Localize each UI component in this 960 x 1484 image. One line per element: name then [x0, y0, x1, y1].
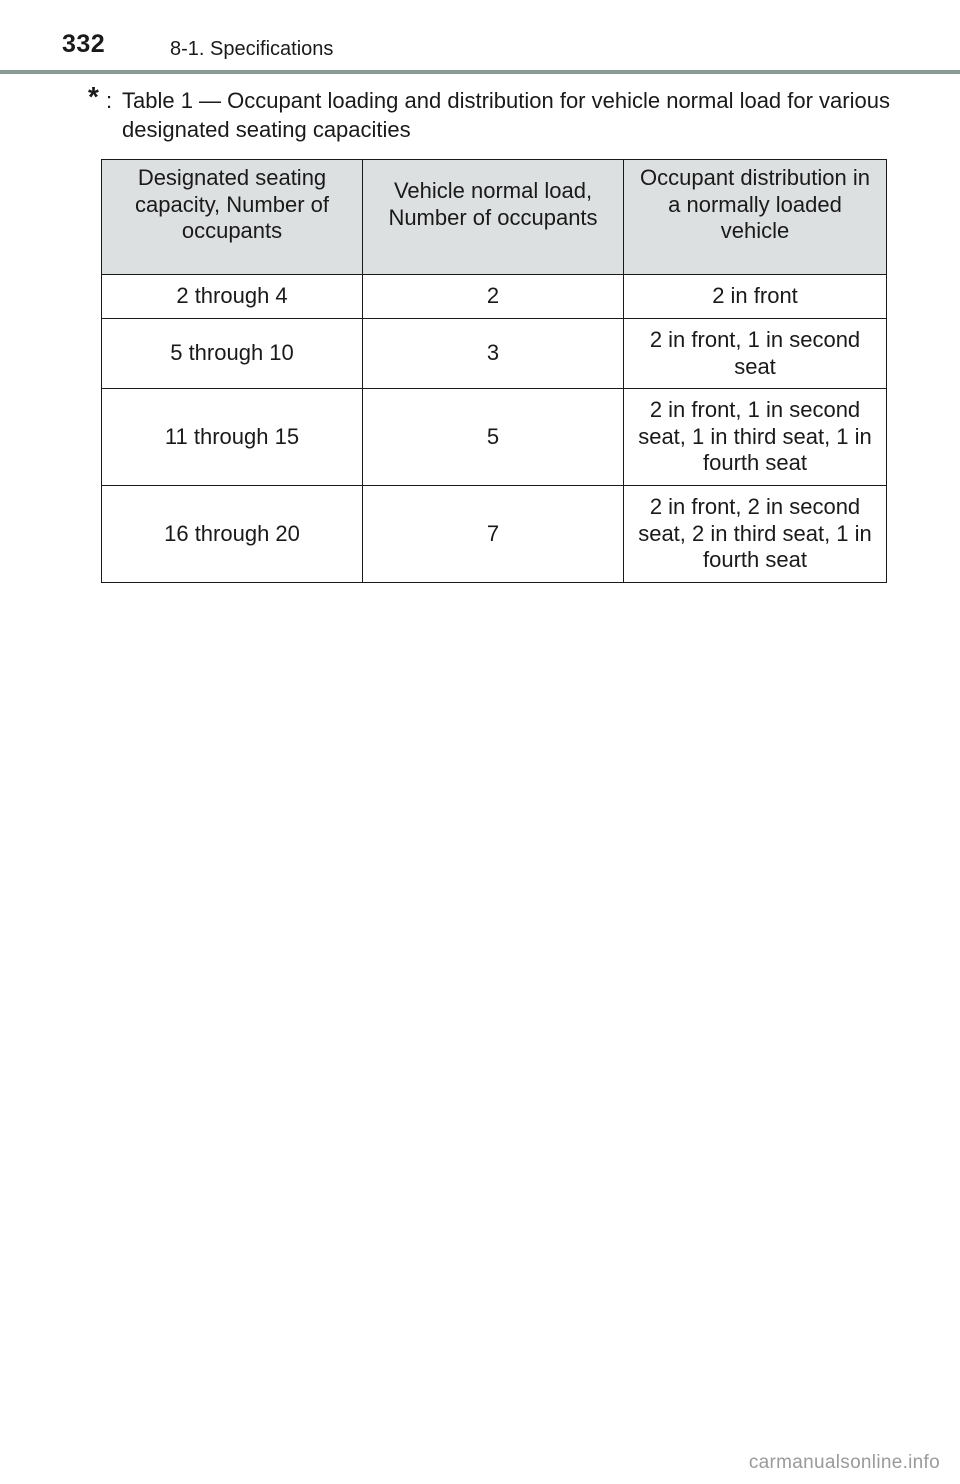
cell-normal-load: 3: [363, 319, 624, 389]
cell-normal-load: 5: [363, 389, 624, 486]
cell-seating-capacity: 11 through 15: [102, 389, 363, 486]
footnote-colon: :: [106, 88, 113, 113]
cell-normal-load: 7: [363, 486, 624, 583]
table-row: [102, 319, 887, 389]
table-footnote: [88, 81, 898, 144]
footnote-text: Table 1 — Occupant loading and distribution for vehicle normal load for various designated seating capacities: [122, 88, 890, 142]
header-normal-load: Vehicle normal load, Number of occupants: [363, 160, 624, 275]
table-header-row: [102, 160, 887, 275]
cell-seating-capacity: 16 through 20: [102, 486, 363, 583]
cell-occupant-distribution: 2 in front, 1 in second seat: [624, 319, 887, 389]
page-number: 332: [62, 30, 106, 58]
occupant-loading-table: [101, 159, 887, 583]
cell-occupant-distribution: 2 in front, 2 in second seat, 2 in third seat, 1 in fourth seat: [624, 486, 887, 583]
table-row: [102, 389, 887, 486]
section-title: 8-1. Specifications: [170, 38, 334, 60]
header-occupant-distribution: Occupant distribution in a normally loaded vehicle: [624, 160, 887, 275]
site-watermark: carmanualsonline.info: [748, 1452, 940, 1473]
cell-seating-capacity: 5 through 10: [102, 319, 363, 389]
table-row: [102, 486, 887, 583]
cell-occupant-distribution: 2 in front: [624, 275, 887, 319]
cell-normal-load: 2: [363, 275, 624, 319]
header-seating-capacity: Designated seating capacity, Number of occupants: [102, 160, 363, 275]
asterisk-mark: *: [88, 81, 99, 112]
header-divider: [0, 70, 960, 74]
table-row: [102, 275, 887, 319]
cell-occupant-distribution: 2 in front, 1 in second seat, 1 in third seat, 1 in fourth seat: [624, 389, 887, 486]
cell-seating-capacity: 2 through 4: [102, 275, 363, 319]
